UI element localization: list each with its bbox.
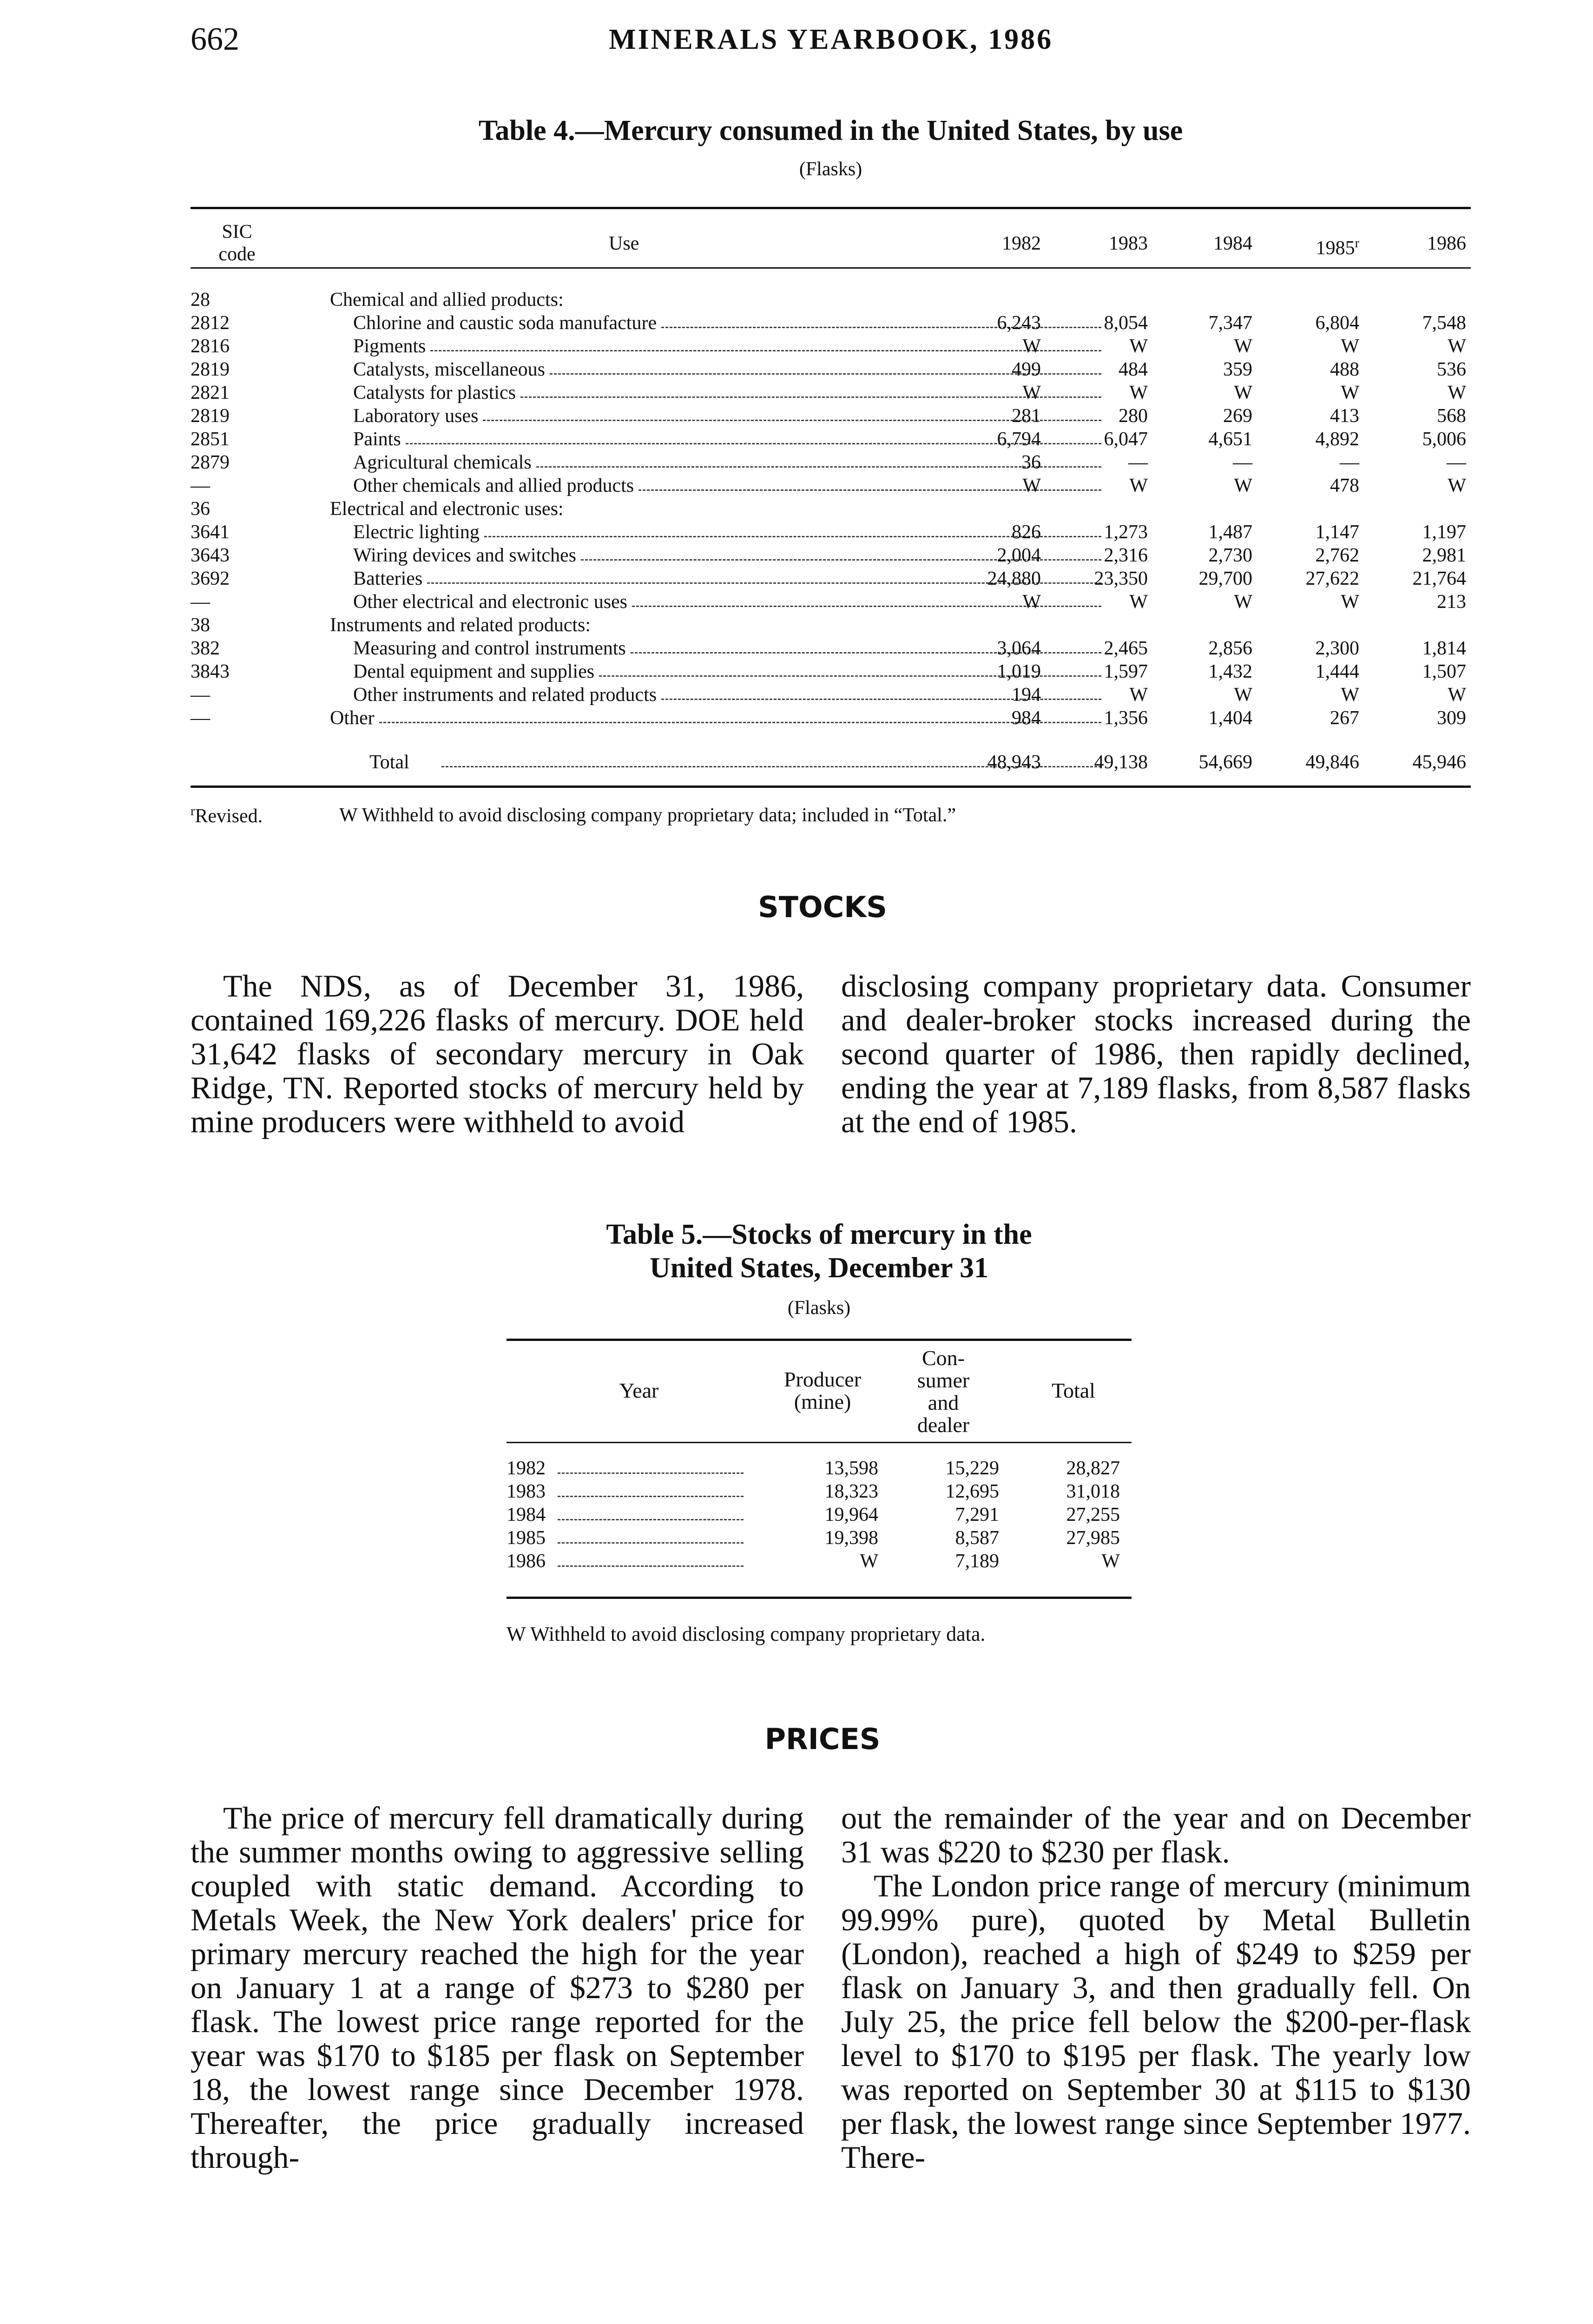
table4-cell-1985: W bbox=[1341, 684, 1359, 706]
table4-cell-1983: 280 bbox=[1119, 405, 1148, 427]
table4-cell-1984: W bbox=[1234, 336, 1252, 357]
use-label: Other bbox=[330, 707, 375, 729]
table4-cell-1985: 1,147 bbox=[1315, 522, 1359, 543]
table4-cell-1986: 536 bbox=[1437, 359, 1466, 380]
table4-cell-1983: 1,597 bbox=[1104, 661, 1148, 682]
table4-row bbox=[191, 706, 1471, 730]
table4-cell-1984: 29,700 bbox=[1198, 568, 1252, 589]
table5-title-line1: Table 5.—Stocks of mercury in the bbox=[606, 1219, 1032, 1250]
table4-cell-1984: 7,347 bbox=[1208, 312, 1252, 334]
table5-row bbox=[507, 1457, 1132, 1479]
table5 bbox=[507, 1339, 1132, 1641]
use-label: Catalysts for plastics bbox=[353, 382, 516, 403]
table5-row bbox=[507, 1504, 1132, 1526]
table4-total-1985: 49,846 bbox=[1305, 752, 1359, 773]
table4-cell-1982: W bbox=[1022, 475, 1041, 496]
table4-cell-1983: W bbox=[1129, 336, 1148, 357]
page-number: 662 bbox=[191, 21, 239, 57]
use-label: Wiring devices and switches bbox=[353, 545, 577, 566]
stocks-right-column bbox=[841, 969, 1471, 1139]
table5-header-producer-line1: Producer bbox=[783, 1367, 862, 1391]
table5-header-producer-line2: (mine) bbox=[794, 1390, 851, 1413]
sic-code: 3843 bbox=[191, 661, 230, 682]
sic-code: 2819 bbox=[191, 359, 230, 380]
table4-row bbox=[191, 311, 1471, 335]
table4-cell-1983: 6,047 bbox=[1104, 429, 1148, 450]
table4-cell-1983: W bbox=[1129, 591, 1148, 613]
table4-cell-1986: 2,981 bbox=[1422, 545, 1466, 566]
table4-cell-1984: 1,404 bbox=[1208, 707, 1252, 729]
table4-cell-1982: 1,019 bbox=[997, 661, 1041, 682]
table4-cell-1984: W bbox=[1234, 591, 1252, 613]
table4-units: (Flasks) bbox=[799, 158, 862, 180]
table4-cell-1984: 2,856 bbox=[1208, 638, 1252, 659]
table4-cell-1983: 2,465 bbox=[1104, 638, 1148, 659]
table5-header-rule bbox=[507, 1442, 1132, 1443]
table4-cell-1986: W bbox=[1448, 684, 1466, 706]
table4-cell-1985: 6,804 bbox=[1315, 312, 1359, 334]
table4-cell-1983: 1,356 bbox=[1104, 707, 1148, 729]
table5-consumer: 15,229 bbox=[945, 1458, 999, 1479]
table4-cell-1983: — bbox=[1128, 452, 1148, 473]
table5-header-producer bbox=[767, 1368, 878, 1413]
table5-header-total: Total bbox=[1052, 1379, 1095, 1402]
table4-header-1985-year: 1985 bbox=[1316, 238, 1355, 259]
table5-total: W bbox=[1101, 1551, 1120, 1572]
sic-code: 2851 bbox=[191, 429, 230, 450]
table5-year: 1984 bbox=[507, 1504, 546, 1525]
table4-footnote-withheld: W Withheld to avoid disclosing company proprietary data; included in “Total.” bbox=[339, 805, 956, 826]
table4-cell-1985: 267 bbox=[1330, 707, 1359, 729]
table5-producer: 19,398 bbox=[824, 1527, 878, 1549]
use-label: Other chemicals and allied products bbox=[353, 475, 634, 496]
table4-header-sic bbox=[191, 221, 283, 265]
table4-row bbox=[191, 521, 1471, 544]
use-label: Agricultural chemicals bbox=[353, 452, 532, 473]
table4-cell-1983: 2,316 bbox=[1104, 545, 1148, 566]
table4-row bbox=[191, 451, 1471, 474]
table4-cell-1982: 6,243 bbox=[997, 312, 1041, 334]
table5-header-consumer-line3: and bbox=[928, 1391, 959, 1414]
dot-leader bbox=[558, 1472, 744, 1474]
table4-header-1985 bbox=[1266, 232, 1359, 259]
prices-heading: PRICES bbox=[764, 1722, 881, 1756]
table4-total-1982: 48,943 bbox=[987, 752, 1041, 773]
table4-cell-1985: W bbox=[1341, 336, 1359, 357]
table4-cell-1982: 984 bbox=[1012, 707, 1041, 729]
table4-cell-1986: 7,548 bbox=[1422, 312, 1466, 334]
table4-cell-1984: 1,487 bbox=[1208, 522, 1252, 543]
table5-row bbox=[507, 1480, 1132, 1503]
table4-row bbox=[191, 590, 1471, 614]
sic-code: 2812 bbox=[191, 312, 230, 334]
use-label: Other instruments and related products bbox=[353, 684, 657, 706]
sic-code: — bbox=[191, 684, 210, 706]
sic-code: 2879 bbox=[191, 452, 230, 473]
table4-footnote-revised bbox=[191, 805, 263, 827]
table4-cell-1982: 826 bbox=[1012, 522, 1041, 543]
table4-cell-1986: 5,006 bbox=[1422, 429, 1466, 450]
table4-cell-1985: W bbox=[1341, 591, 1359, 613]
table4-cell-1982: 3,064 bbox=[997, 638, 1041, 659]
table4-cell-1984: W bbox=[1234, 475, 1252, 496]
table4-cell-1982: 2,004 bbox=[997, 545, 1041, 566]
stocks-paragraph: The NDS, as of December 31, 1986, contained 169,226 flasks of mercury. DOE held 31,642 flasks of secondary mercury in Oak Ridge, TN. Reported stocks of mercury held by mine producers were withheld to avoid bbox=[191, 968, 804, 1139]
table5-header-year: Year bbox=[619, 1379, 659, 1402]
sic-code: 3692 bbox=[191, 568, 230, 589]
table4-header-use: Use bbox=[609, 233, 639, 254]
table4-cell-1985: W bbox=[1341, 382, 1359, 403]
table5-row bbox=[507, 1527, 1132, 1549]
table4-cell-1984: — bbox=[1233, 452, 1252, 473]
sic-code: 38 bbox=[191, 614, 210, 636]
table4-header-rule bbox=[191, 267, 1471, 269]
table4-cell-1982: 36 bbox=[1021, 452, 1041, 473]
table4-cell-1986: 309 bbox=[1437, 707, 1466, 729]
table4 bbox=[191, 207, 1471, 792]
sic-code: 2816 bbox=[191, 336, 230, 357]
use-label: Electric lighting bbox=[353, 522, 480, 543]
table4-header-1983: 1983 bbox=[1109, 233, 1148, 254]
table4-cell-1985: 413 bbox=[1330, 405, 1359, 427]
stocks-paragraph-continued: disclosing company proprietary data. Consumer and dealer-broker stocks increased during the second quarter of 1986, then rapidly declined, ending the year at 7,189 flasks, from 8,587 flasks at the end of 1985. bbox=[841, 968, 1471, 1139]
table5-footnote: W Withheld to avoid disclosing company proprietary data. bbox=[507, 1623, 986, 1645]
table4-cell-1986: 213 bbox=[1437, 591, 1466, 613]
table5-producer: 19,964 bbox=[824, 1504, 878, 1525]
table4-cell-1982: W bbox=[1022, 591, 1041, 613]
table4-cell-1986: 568 bbox=[1437, 405, 1466, 427]
table4-cell-1985: 27,622 bbox=[1305, 568, 1359, 589]
use-label: Dental equipment and supplies bbox=[353, 661, 595, 682]
prices-paragraph-1: The price of mercury fell dramatically during the summer months owing to aggressive selling coupled with static demand. According to Metals Week, the New York dealers' price for primary mercury reached the high for the year on January 1 at a range of $273 to $280 per flask. The lowest price range reported for the year was $170 to $185 per flask on September 18, the lowest range since December 1978. Thereafter, the price gradually increased through- bbox=[191, 1800, 804, 2175]
table5-consumer: 8,587 bbox=[955, 1527, 999, 1549]
table5-header-consumer-line1: Con- bbox=[922, 1346, 965, 1370]
dot-leader bbox=[558, 1565, 744, 1567]
table4-cell-1984: 359 bbox=[1223, 359, 1252, 380]
revised-mark: r bbox=[1355, 236, 1359, 251]
table4-header-sic-line1: SIC bbox=[222, 221, 252, 243]
table4-cell-1982: 24,880 bbox=[987, 568, 1041, 589]
table4-cell-1983: W bbox=[1129, 382, 1148, 403]
table4-cell-1982: 6,794 bbox=[997, 429, 1041, 450]
table4-total-label: Total bbox=[369, 752, 409, 773]
table4-cell-1983: W bbox=[1129, 475, 1148, 496]
table4-cell-1983: 1,273 bbox=[1104, 522, 1148, 543]
table5-consumer: 7,189 bbox=[955, 1551, 999, 1572]
table4-row bbox=[191, 497, 1471, 521]
table4-cell-1983: 8,054 bbox=[1104, 312, 1148, 334]
table4-header-1982: 1982 bbox=[1002, 233, 1041, 254]
table4-row bbox=[191, 637, 1471, 660]
table4-row bbox=[191, 404, 1471, 428]
table4-total-row bbox=[191, 751, 1471, 774]
table4-cell-1984: 269 bbox=[1223, 405, 1252, 427]
revised-mark: r bbox=[191, 804, 195, 819]
table4-total-1984: 54,669 bbox=[1198, 752, 1252, 773]
table4-title: Table 4.—Mercury consumed in the United States, by use bbox=[478, 115, 1183, 146]
use-label: Pigments bbox=[353, 336, 426, 357]
sic-code: 36 bbox=[191, 498, 210, 520]
table4-bottom-rule bbox=[191, 786, 1471, 788]
sic-code: 2819 bbox=[191, 405, 230, 427]
table4-cell-1982: W bbox=[1022, 382, 1041, 403]
table5-bottom-rule bbox=[507, 1597, 1132, 1599]
table5-header-consumer bbox=[892, 1347, 994, 1436]
table5-header-consumer-line2: sumer bbox=[917, 1368, 970, 1392]
table4-cell-1986: W bbox=[1448, 336, 1466, 357]
use-label: Laboratory uses bbox=[353, 405, 479, 427]
table4-row bbox=[191, 683, 1471, 706]
use-label: Measuring and control instruments bbox=[353, 638, 626, 659]
use-label: Other electrical and electronic uses bbox=[353, 591, 628, 613]
table4-cell-1982: W bbox=[1022, 336, 1041, 357]
table4-cell-1986: 1,814 bbox=[1422, 638, 1466, 659]
table4-cell-1985: 4,892 bbox=[1315, 429, 1359, 450]
dot-leader bbox=[558, 1519, 744, 1520]
table4-cell-1984: 1,432 bbox=[1208, 661, 1252, 682]
table4-cell-1985: 488 bbox=[1330, 359, 1359, 380]
table4-total-1986: 45,946 bbox=[1412, 752, 1466, 773]
table4-row bbox=[191, 288, 1471, 311]
table5-producer: W bbox=[860, 1551, 878, 1572]
use-label: Electrical and electronic uses: bbox=[330, 498, 564, 520]
table4-cell-1985: — bbox=[1340, 452, 1359, 473]
stocks-heading: STOCKS bbox=[758, 890, 887, 924]
table4-cell-1986: 21,764 bbox=[1412, 568, 1466, 589]
table5-year: 1986 bbox=[507, 1551, 546, 1572]
table4-footnotes bbox=[191, 804, 956, 827]
table4-cell-1985: 2,300 bbox=[1315, 638, 1359, 659]
use-label: Instruments and related products: bbox=[330, 614, 591, 636]
use-label: Chemical and allied products: bbox=[330, 289, 564, 310]
sic-code: 2821 bbox=[191, 382, 230, 403]
use-label: Batteries bbox=[353, 568, 423, 589]
table4-top-rule bbox=[191, 207, 1471, 209]
table4-header-sic-line2: code bbox=[218, 244, 256, 265]
sic-code: — bbox=[191, 475, 210, 496]
table4-cell-1985: 1,444 bbox=[1315, 661, 1359, 682]
table5-header-consumer-line4: dealer bbox=[917, 1413, 970, 1437]
table4-cell-1986: 1,507 bbox=[1422, 661, 1466, 682]
table5-year: 1982 bbox=[507, 1458, 546, 1479]
sic-code: — bbox=[191, 591, 210, 613]
table5-total: 27,255 bbox=[1066, 1504, 1120, 1525]
table4-header-1984: 1984 bbox=[1213, 233, 1252, 254]
table5-total: 28,827 bbox=[1066, 1458, 1120, 1479]
table4-row bbox=[191, 358, 1471, 381]
table4-cell-1986: 1,197 bbox=[1422, 522, 1466, 543]
table4-row bbox=[191, 381, 1471, 404]
table4-row bbox=[191, 544, 1471, 567]
use-label: Catalysts, miscellaneous bbox=[353, 359, 545, 380]
use-label: Paints bbox=[353, 429, 401, 450]
table4-cell-1983: W bbox=[1129, 684, 1148, 706]
table5-top-rule bbox=[507, 1339, 1132, 1341]
table4-cell-1983: 23,350 bbox=[1094, 568, 1148, 589]
table4-cell-1984: W bbox=[1234, 382, 1252, 403]
table5-consumer: 7,291 bbox=[955, 1504, 999, 1525]
table5-producer: 18,323 bbox=[824, 1481, 878, 1502]
table5-year: 1983 bbox=[507, 1481, 546, 1502]
table4-cell-1982: 281 bbox=[1012, 405, 1041, 427]
table4-cell-1986: W bbox=[1448, 475, 1466, 496]
sic-code: 3643 bbox=[191, 545, 230, 566]
table4-cell-1984: 2,730 bbox=[1208, 545, 1252, 566]
dot-leader bbox=[558, 1542, 744, 1544]
table4-cell-1986: — bbox=[1447, 452, 1466, 473]
table4-cell-1986: W bbox=[1448, 382, 1466, 403]
table5-row bbox=[507, 1550, 1132, 1572]
table5-year: 1985 bbox=[507, 1527, 546, 1549]
sic-code: 28 bbox=[191, 289, 210, 310]
table4-total-1983: 49,138 bbox=[1094, 752, 1148, 773]
table4-cell-1984: W bbox=[1234, 684, 1252, 706]
prices-paragraph-1-continued: out the remainder of the year and on December 31 was $220 to $230 per flask. bbox=[841, 1800, 1471, 1869]
table4-row bbox=[191, 614, 1471, 637]
footnote-revised-text: Revised. bbox=[195, 805, 263, 827]
table4-row bbox=[191, 428, 1471, 451]
use-label: Chlorine and caustic soda manufacture bbox=[353, 312, 657, 334]
page-header bbox=[191, 21, 1445, 58]
stocks-left-column bbox=[191, 969, 804, 1139]
table4-row bbox=[191, 474, 1471, 497]
table5-units: (Flasks) bbox=[787, 1297, 851, 1319]
sic-code: 382 bbox=[191, 638, 220, 659]
table4-cell-1985: 478 bbox=[1330, 475, 1359, 496]
table4-row bbox=[191, 567, 1471, 590]
table4-row bbox=[191, 335, 1471, 358]
table4-cell-1982: 194 bbox=[1012, 684, 1041, 706]
dot-leader bbox=[558, 1496, 744, 1497]
prices-left-column bbox=[191, 1801, 804, 2174]
table5-producer: 13,598 bbox=[824, 1458, 878, 1479]
table4-header-1986: 1986 bbox=[1427, 233, 1466, 254]
table5-total: 27,985 bbox=[1066, 1527, 1120, 1549]
table4-row bbox=[191, 660, 1471, 683]
table5-total: 31,018 bbox=[1066, 1481, 1120, 1502]
table5-consumer: 12,695 bbox=[945, 1481, 999, 1502]
prices-right-column bbox=[841, 1801, 1471, 2174]
table4-cell-1983: 484 bbox=[1119, 359, 1148, 380]
sic-code: — bbox=[191, 707, 210, 729]
table4-cell-1984: 4,651 bbox=[1208, 429, 1252, 450]
sic-code: 3641 bbox=[191, 522, 230, 543]
prices-paragraph-2: The London price range of mercury (minimum 99.99% pure), quoted by Metal Bulletin (London), reached a high of $249 to $259 per flask on January 3, and then gradually fell. On July 25, the price fell below the $200-per-flask level to $170 to $195 per flask. The yearly low was reported on September 30 at $115 to $130 per flask, the lowest range since September 1977. There- bbox=[841, 1868, 1471, 2175]
running-title: MINERALS YEARBOOK, 1986 bbox=[609, 24, 1053, 55]
table5-title-line2: United States, December 31 bbox=[650, 1252, 988, 1284]
table4-cell-1985: 2,762 bbox=[1315, 545, 1359, 566]
table5-title bbox=[507, 1218, 1132, 1285]
table4-cell-1982: 499 bbox=[1012, 359, 1041, 380]
